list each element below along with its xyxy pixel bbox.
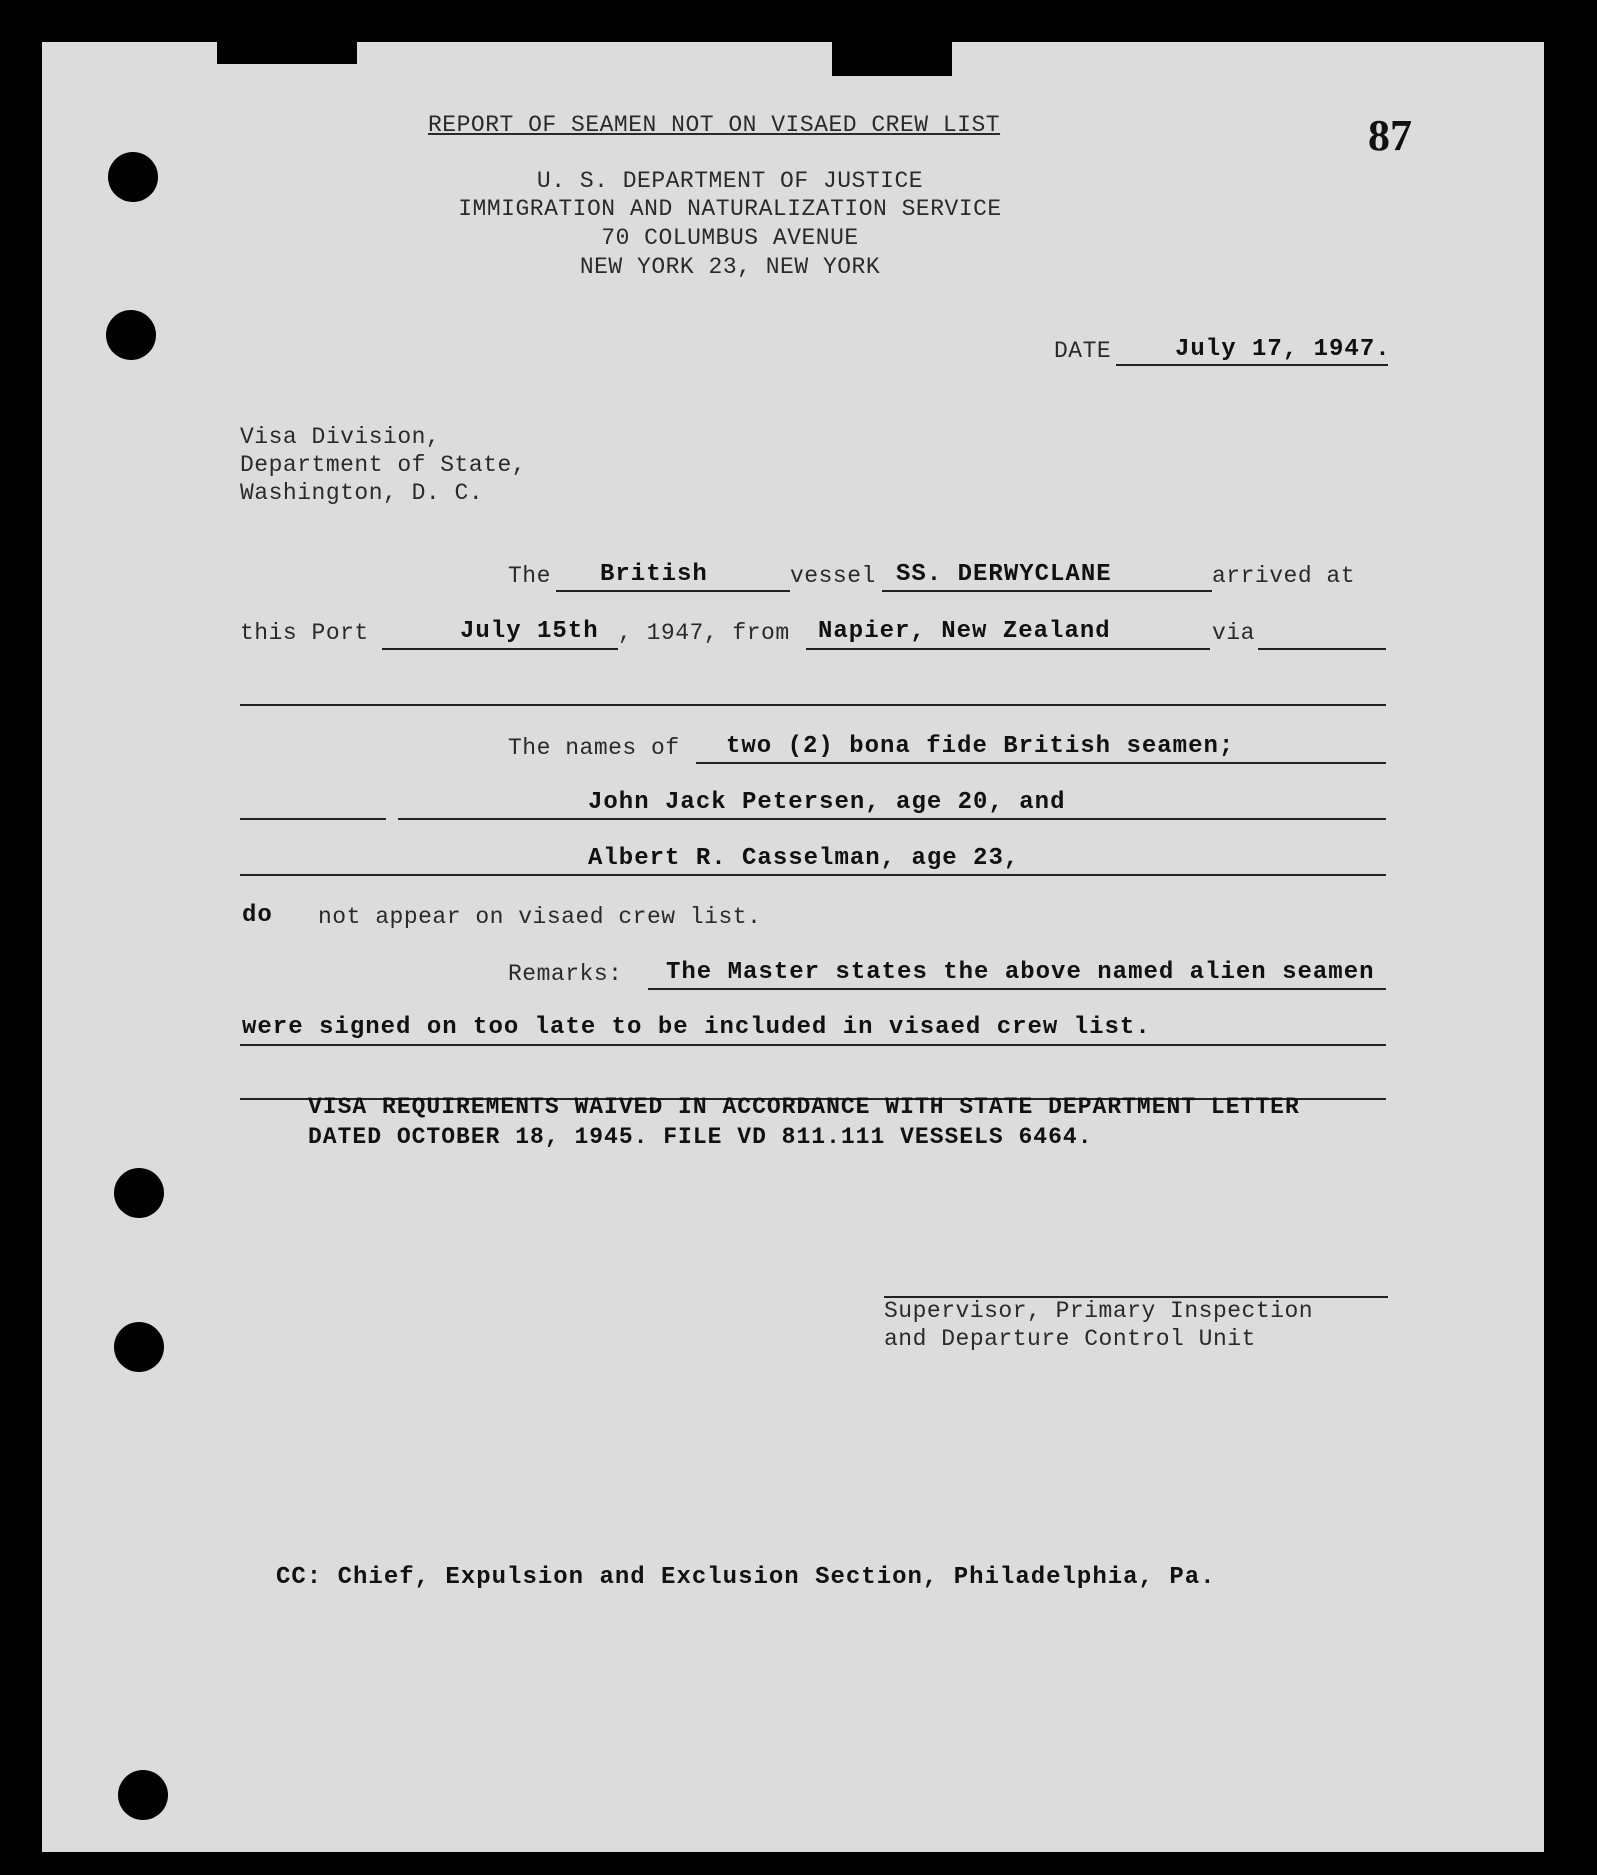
cc-line: CC: Chief, Expulsion and Exclusion Section, Philadelphia, Pa. (276, 1564, 1216, 1591)
nationality-underline (556, 590, 790, 592)
vessel-name: SS. DERWYCLANE (896, 561, 1112, 588)
agency-line2: IMMIGRATION AND NATURALIZATION SERVICE (458, 196, 1002, 222)
agency-line4: NEW YORK 23, NEW YORK (579, 254, 881, 280)
vessel-the-label: The (508, 563, 551, 589)
blank-underline (240, 704, 1386, 706)
vessel-name-underline (882, 590, 1212, 592)
via-label: via (1212, 620, 1255, 646)
addressee-line3: Washington, D. C. (240, 480, 484, 506)
remarks-line1: The Master states the above named alien seamen (666, 959, 1375, 986)
arrived-label: arrived at (1212, 563, 1356, 589)
page-number: 87 (1368, 111, 1412, 160)
addressee-line1: Visa Division, (240, 424, 441, 450)
signature-title-line2: and Departure Control Unit (884, 1326, 1256, 1352)
name2-underline (240, 874, 1386, 876)
seamen-count: two (2) bona fide British seamen; (726, 733, 1235, 760)
signature-title-line1: Supervisor, Primary Inspection (884, 1298, 1314, 1324)
count-underline (696, 762, 1386, 764)
name1-underline (398, 818, 1386, 820)
date-label: DATE (1054, 338, 1112, 364)
remarks-underline1 (648, 988, 1386, 990)
arrival-date-underline (382, 648, 618, 650)
report-title: REPORT OF SEAMEN NOT ON VISAED CREW LIST (428, 112, 1001, 138)
seaman-name-2: Albert R. Casselman, age 23, (588, 845, 1020, 872)
port-label: this Port (240, 620, 369, 646)
year-from-label: , 1947, from (618, 620, 790, 646)
appear-prefix: do (242, 902, 273, 929)
waiver-line2: DATED OCTOBER 18, 1945. FILE VD 811.111 VESSELS 6464. (308, 1124, 1093, 1150)
vessel-nationality: British (600, 561, 708, 588)
remarks-line2: were signed on too late to be included in visaed crew list. (242, 1014, 1151, 1041)
punch-hole (108, 152, 158, 202)
seaman-name-1: John Jack Petersen, age 20, and (588, 789, 1066, 816)
agency-line1: U. S. DEPARTMENT OF JUSTICE (536, 168, 924, 194)
vessel-label: vessel (790, 563, 876, 589)
arrival-date: July 15th (460, 618, 599, 645)
origin-port: Napier, New Zealand (818, 618, 1111, 645)
appear-text: not appear on visaed crew list. (318, 904, 762, 930)
punch-hole (106, 310, 156, 360)
torn-edge (832, 38, 952, 76)
agency-line3: 70 COLUMBUS AVENUE (601, 225, 859, 251)
name1-underline-left (240, 818, 386, 820)
punch-hole (114, 1322, 164, 1372)
punch-hole (114, 1168, 164, 1218)
torn-edge (217, 38, 357, 64)
via-underline (1258, 648, 1386, 650)
origin-underline (806, 648, 1210, 650)
remarks-label: Remarks: (508, 961, 623, 987)
addressee-line2: Department of State, (240, 452, 527, 478)
remarks-underline2 (240, 1044, 1386, 1046)
date-value: July 17, 1947. (1175, 336, 1391, 363)
names-label: The names of (508, 735, 680, 761)
waiver-line1: VISA REQUIREMENTS WAIVED IN ACCORDANCE WITH STATE DEPARTMENT LETTER (308, 1094, 1300, 1120)
date-underline (1116, 364, 1388, 366)
punch-hole (118, 1770, 168, 1820)
